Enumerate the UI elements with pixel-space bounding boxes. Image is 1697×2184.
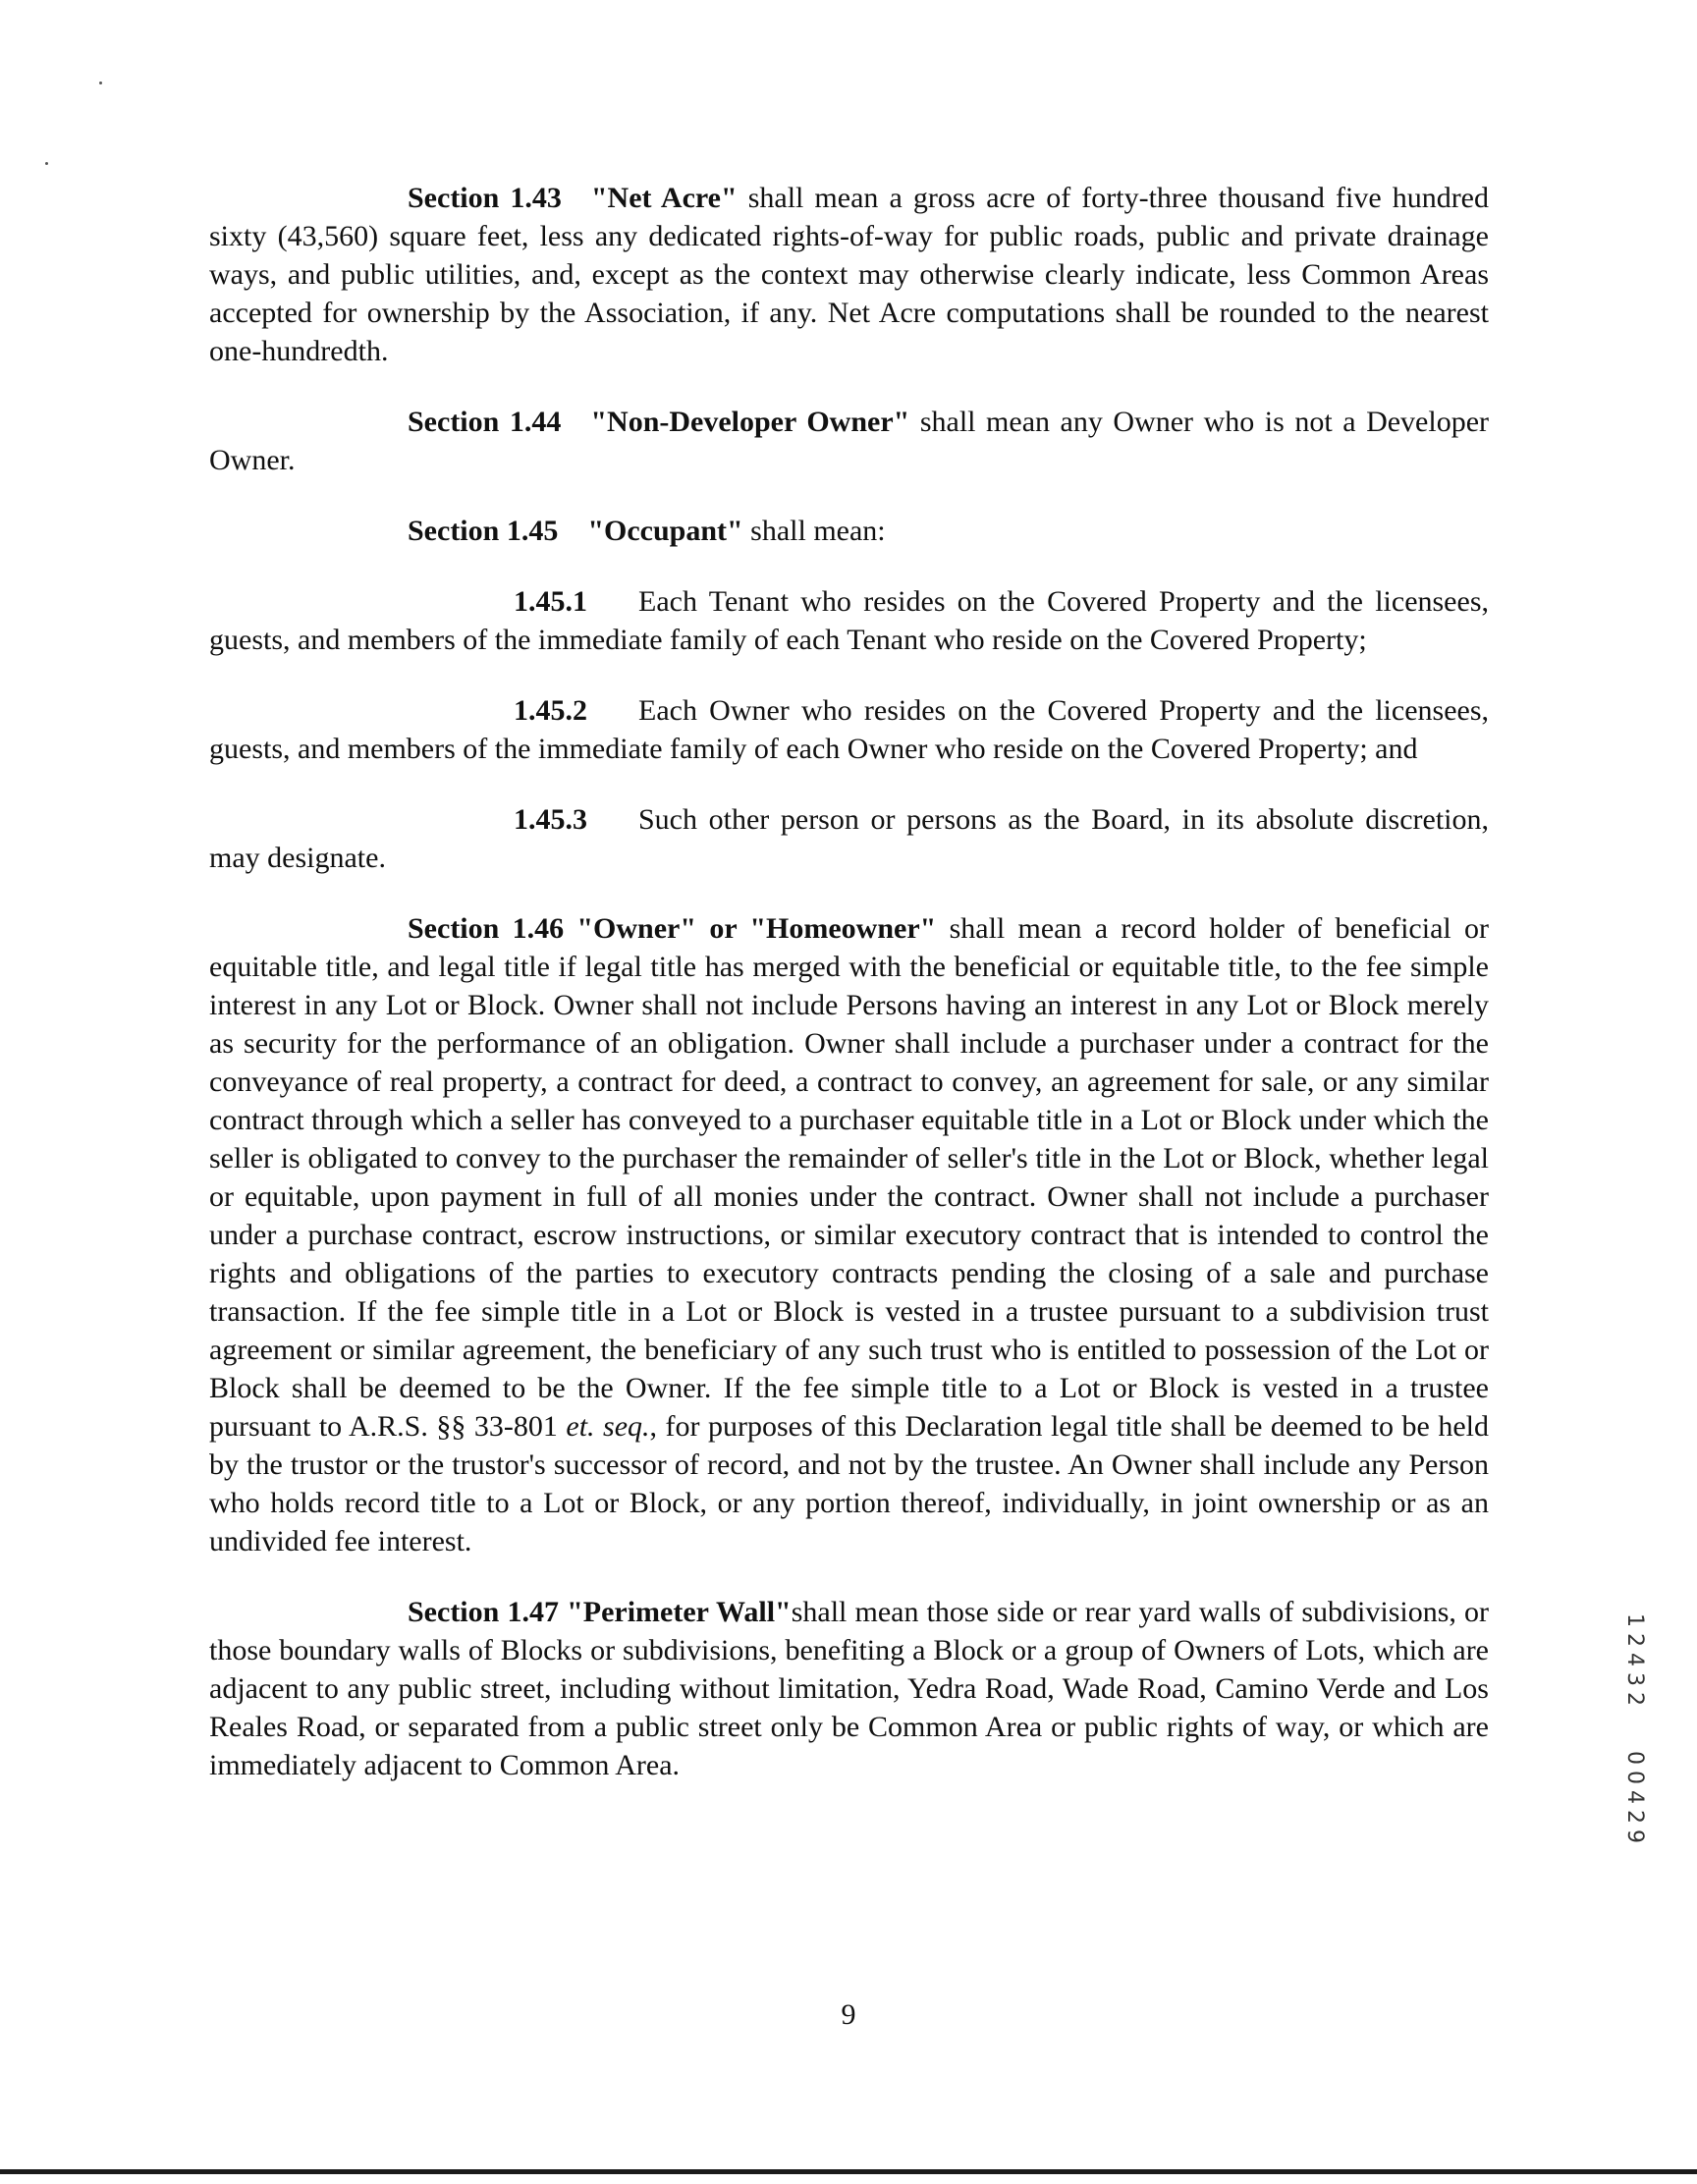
recording-number <box>1617 1591 1651 1846</box>
recording-digit: 9 <box>1622 1829 1647 1843</box>
or-word: or <box>696 912 750 945</box>
section-label: Section 1.43 <box>408 182 562 214</box>
section-label: Section 1.44 <box>408 406 562 438</box>
recording-digit: 4 <box>1622 1790 1647 1804</box>
scan-speck <box>99 82 102 84</box>
section-1-44 <box>209 403 1489 479</box>
section-text: shall mean a record holder of beneficial or equitable title, and legal title if legal title has merged with the beneficial or equitable title, to the fee simple interest in any Lot or Block. Owner shall not include Persons having an interest in any Lot or Block merely as security for the performance of an obligation. Owner shall include a purchaser under a contract for the conveyance of real property, a contract for deed, a contract to convey, an agreement for sale, or any similar contract through which a seller has conveyed to a purchaser equitable title in a Lot or Block under which the seller is obligated to convey to the purchaser the remainder of seller's title in the Lot or Block, whether legal or equitable, upon payment in full of all monies under the contract. Owner shall not include a purchaser under a purchase contract, escrow instructions, or similar executory contract that is intended to control the rights and obligations of the parties to executory contracts pending the closing of a sale and purchase transaction. If the fee simple title in a Lot or Block is vested in a trustee pursuant to a subdivision trust agreement or similar agreement, the beneficiary of any such trust who is entitled to possession of the Lot or Block shall be deemed to be the Owner. If the fee simple title to a Lot or Block is vested in a trustee pursuant to A.R.S. §§ 33-801 <box>209 912 1489 1443</box>
subsection-label: 1.45.1 <box>514 585 587 618</box>
document-body <box>209 179 1489 1817</box>
section-text: shall mean any Owner who is not a Developer Owner. <box>209 406 1490 476</box>
recording-digit: 3 <box>1622 1672 1647 1686</box>
recording-digit: 1 <box>1622 1613 1647 1627</box>
recording-digit: 2 <box>1622 1692 1647 1706</box>
defined-term: "Non-Developer Owner" <box>590 406 910 438</box>
scan-speck <box>45 162 48 165</box>
recording-digit: 0 <box>1622 1751 1647 1765</box>
recording-digit: 2 <box>1622 1633 1647 1647</box>
section-label: Section 1.47 <box>408 1596 559 1628</box>
italic-citation: et. seq. <box>566 1410 650 1443</box>
subsection-1-45-3 <box>209 800 1489 877</box>
subsection-label: 1.45.2 <box>514 694 587 727</box>
section-label: Section 1.46 <box>408 912 565 945</box>
defined-term: "Homeowner" <box>749 912 937 945</box>
recording-number-glyphs-1 <box>1617 1611 1651 1709</box>
subsection-text: Such other person or persons as the Board, in its absolute discretion, may designate. <box>209 803 1489 874</box>
section-text: shall mean: <box>742 515 886 547</box>
section-label: Section 1.45 <box>408 515 559 547</box>
section-1-43 <box>209 179 1489 370</box>
section-text: shall mean those side or rear yard walls of subdivisions, or those boundary walls of Blocks or subdivisions, benefiting a Block or a group of Owners of Lots, which are adjacent to any public street, including without limitation, Yedra Road, Wade Road, Camino Verde and Los Reales Road, or separated from a public street only be Common Area or public rights of way, or which are immediately adjacent to Common Area. <box>209 1596 1490 1781</box>
defined-term: "Net Acre" <box>590 182 738 214</box>
recording-digit: 4 <box>1622 1653 1647 1666</box>
subsection-1-45-2 <box>209 691 1489 768</box>
scan-edge-line <box>0 2169 1697 2174</box>
section-1-45 <box>209 512 1489 550</box>
subsection-text: Each Owner who resides on the Covered Property and the licensees, guests, and members of the immediate family of each Owner who reside on the Covered Property; and <box>209 694 1489 765</box>
recording-digit: 0 <box>1622 1771 1647 1784</box>
section-1-46 <box>209 909 1489 1560</box>
defined-term: "Perimeter Wall" <box>567 1596 792 1628</box>
section-1-47 <box>209 1593 1489 1784</box>
subsection-label: 1.45.3 <box>514 803 587 836</box>
recording-digit: 2 <box>1622 1810 1647 1824</box>
recording-number-glyphs-2 <box>1617 1748 1651 1846</box>
subsection-1-45-1 <box>209 582 1489 659</box>
subsection-text: Each Tenant who resides on the Covered Property and the licensees, guests, and members of the immediate family of each Tenant who reside on the Covered Property; <box>209 585 1489 656</box>
section-text-continued: , for purposes of this Declaration legal title shall be deemed to be held by the trustor or the trustor's successor of record, and not by the trustee. An Owner shall include any Person who holds record title to a Lot or Block, or any portion thereof, individually, in joint ownership or as an undivided fee interest. <box>209 1410 1490 1557</box>
section-text: shall mean a gross acre of forty-three thousand five hundred sixty (43,560) square feet, less any dedicated rights-of-way for public roads, public and private drainage ways, and public utilities, and, except as the context may otherwise clearly indicate, less Common Areas accepted for ownership by the Association, if any. Net Acre computations shall be rounded to the nearest one-hundredth. <box>209 182 1489 367</box>
defined-term: "Occupant" <box>587 515 743 547</box>
defined-term: "Owner" <box>576 912 697 945</box>
page-number: 9 <box>841 1998 856 2031</box>
